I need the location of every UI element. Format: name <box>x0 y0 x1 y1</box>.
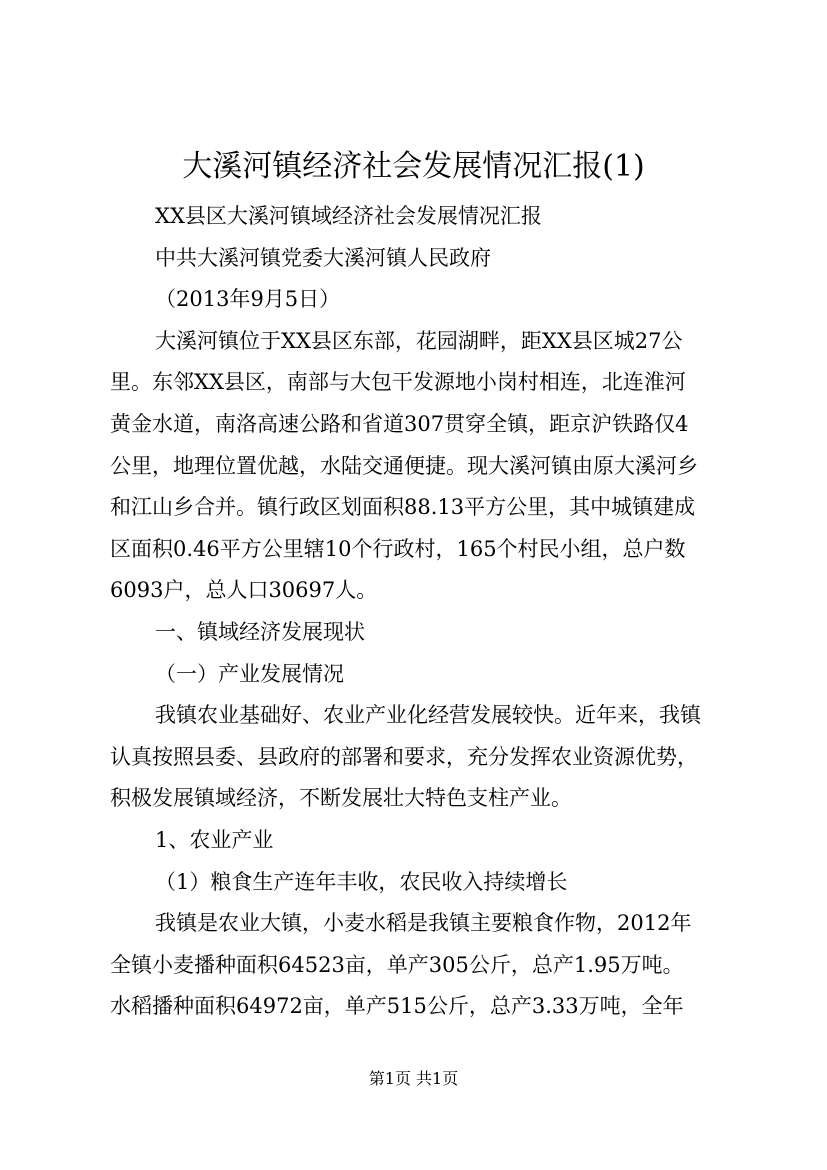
document-line: 黄金水道，南洛高速公路和省道307贯穿全镇，距京沪铁路仅4 <box>110 411 689 436</box>
section-heading: 一、镇域经济发展现状 <box>155 619 365 644</box>
subsection-heading: （一）产业发展情况 <box>155 661 344 686</box>
document-line: 我镇农业基础好、农业产业化经营发展较快。近年来，我镇 <box>155 703 701 728</box>
document-line: 和江山乡合并。镇行政区划面积88.13平方公里，其中城镇建成 <box>110 495 696 520</box>
document-line: 6093户，总人口30697人。 <box>110 578 378 603</box>
document-line: 区面积0.46平方公里辖10个行政村，165个村民小组，总户数 <box>110 536 686 561</box>
subsection-heading: 1、农业产业 <box>155 827 274 852</box>
subsection-heading: （1）粮食生产连年丰收，农民收入持续增长 <box>155 869 568 894</box>
document-line: 里。东邻XX县区，南部与大包干发源地小岗村相连，北连淮河 <box>110 370 686 395</box>
document-line: 公里，地理位置优越，水陆交通便捷。现大溪河镇由原大溪河乡 <box>110 453 698 478</box>
page-footer: 第1页 共1页 <box>368 1069 459 1088</box>
document-line: 水稻播种面积64972亩，单产515公斤，总产3.33万吨，全年 <box>110 994 684 1019</box>
document-line: 中共大溪河镇党委大溪河镇人民政府 <box>155 245 491 270</box>
document-line: 大溪河镇位于XX县区东部，花园湖畔，距XX县区城27公 <box>155 328 683 353</box>
document-line: （2013年9月5日） <box>155 287 341 312</box>
document-line: XX县区大溪河镇域经济社会发展情况汇报 <box>155 204 542 228</box>
document-line: 认真按照县委、县政府的部署和要求，充分发挥农业资源优势， <box>110 744 698 769</box>
document-line: 我镇是农业大镇，小麦水稻是我镇主要粮食作物，2012年 <box>155 911 692 936</box>
document-title: 大溪河镇经济社会发展情况汇报(1) <box>182 149 645 184</box>
document-line: 全镇小麦播种面积64523亩，单产305公斤，总产1.95万吨。 <box>110 952 684 977</box>
document-body <box>110 196 734 1028</box>
document-line: 积极发展镇域经济，不断发展壮大特色支柱产业。 <box>110 786 572 811</box>
